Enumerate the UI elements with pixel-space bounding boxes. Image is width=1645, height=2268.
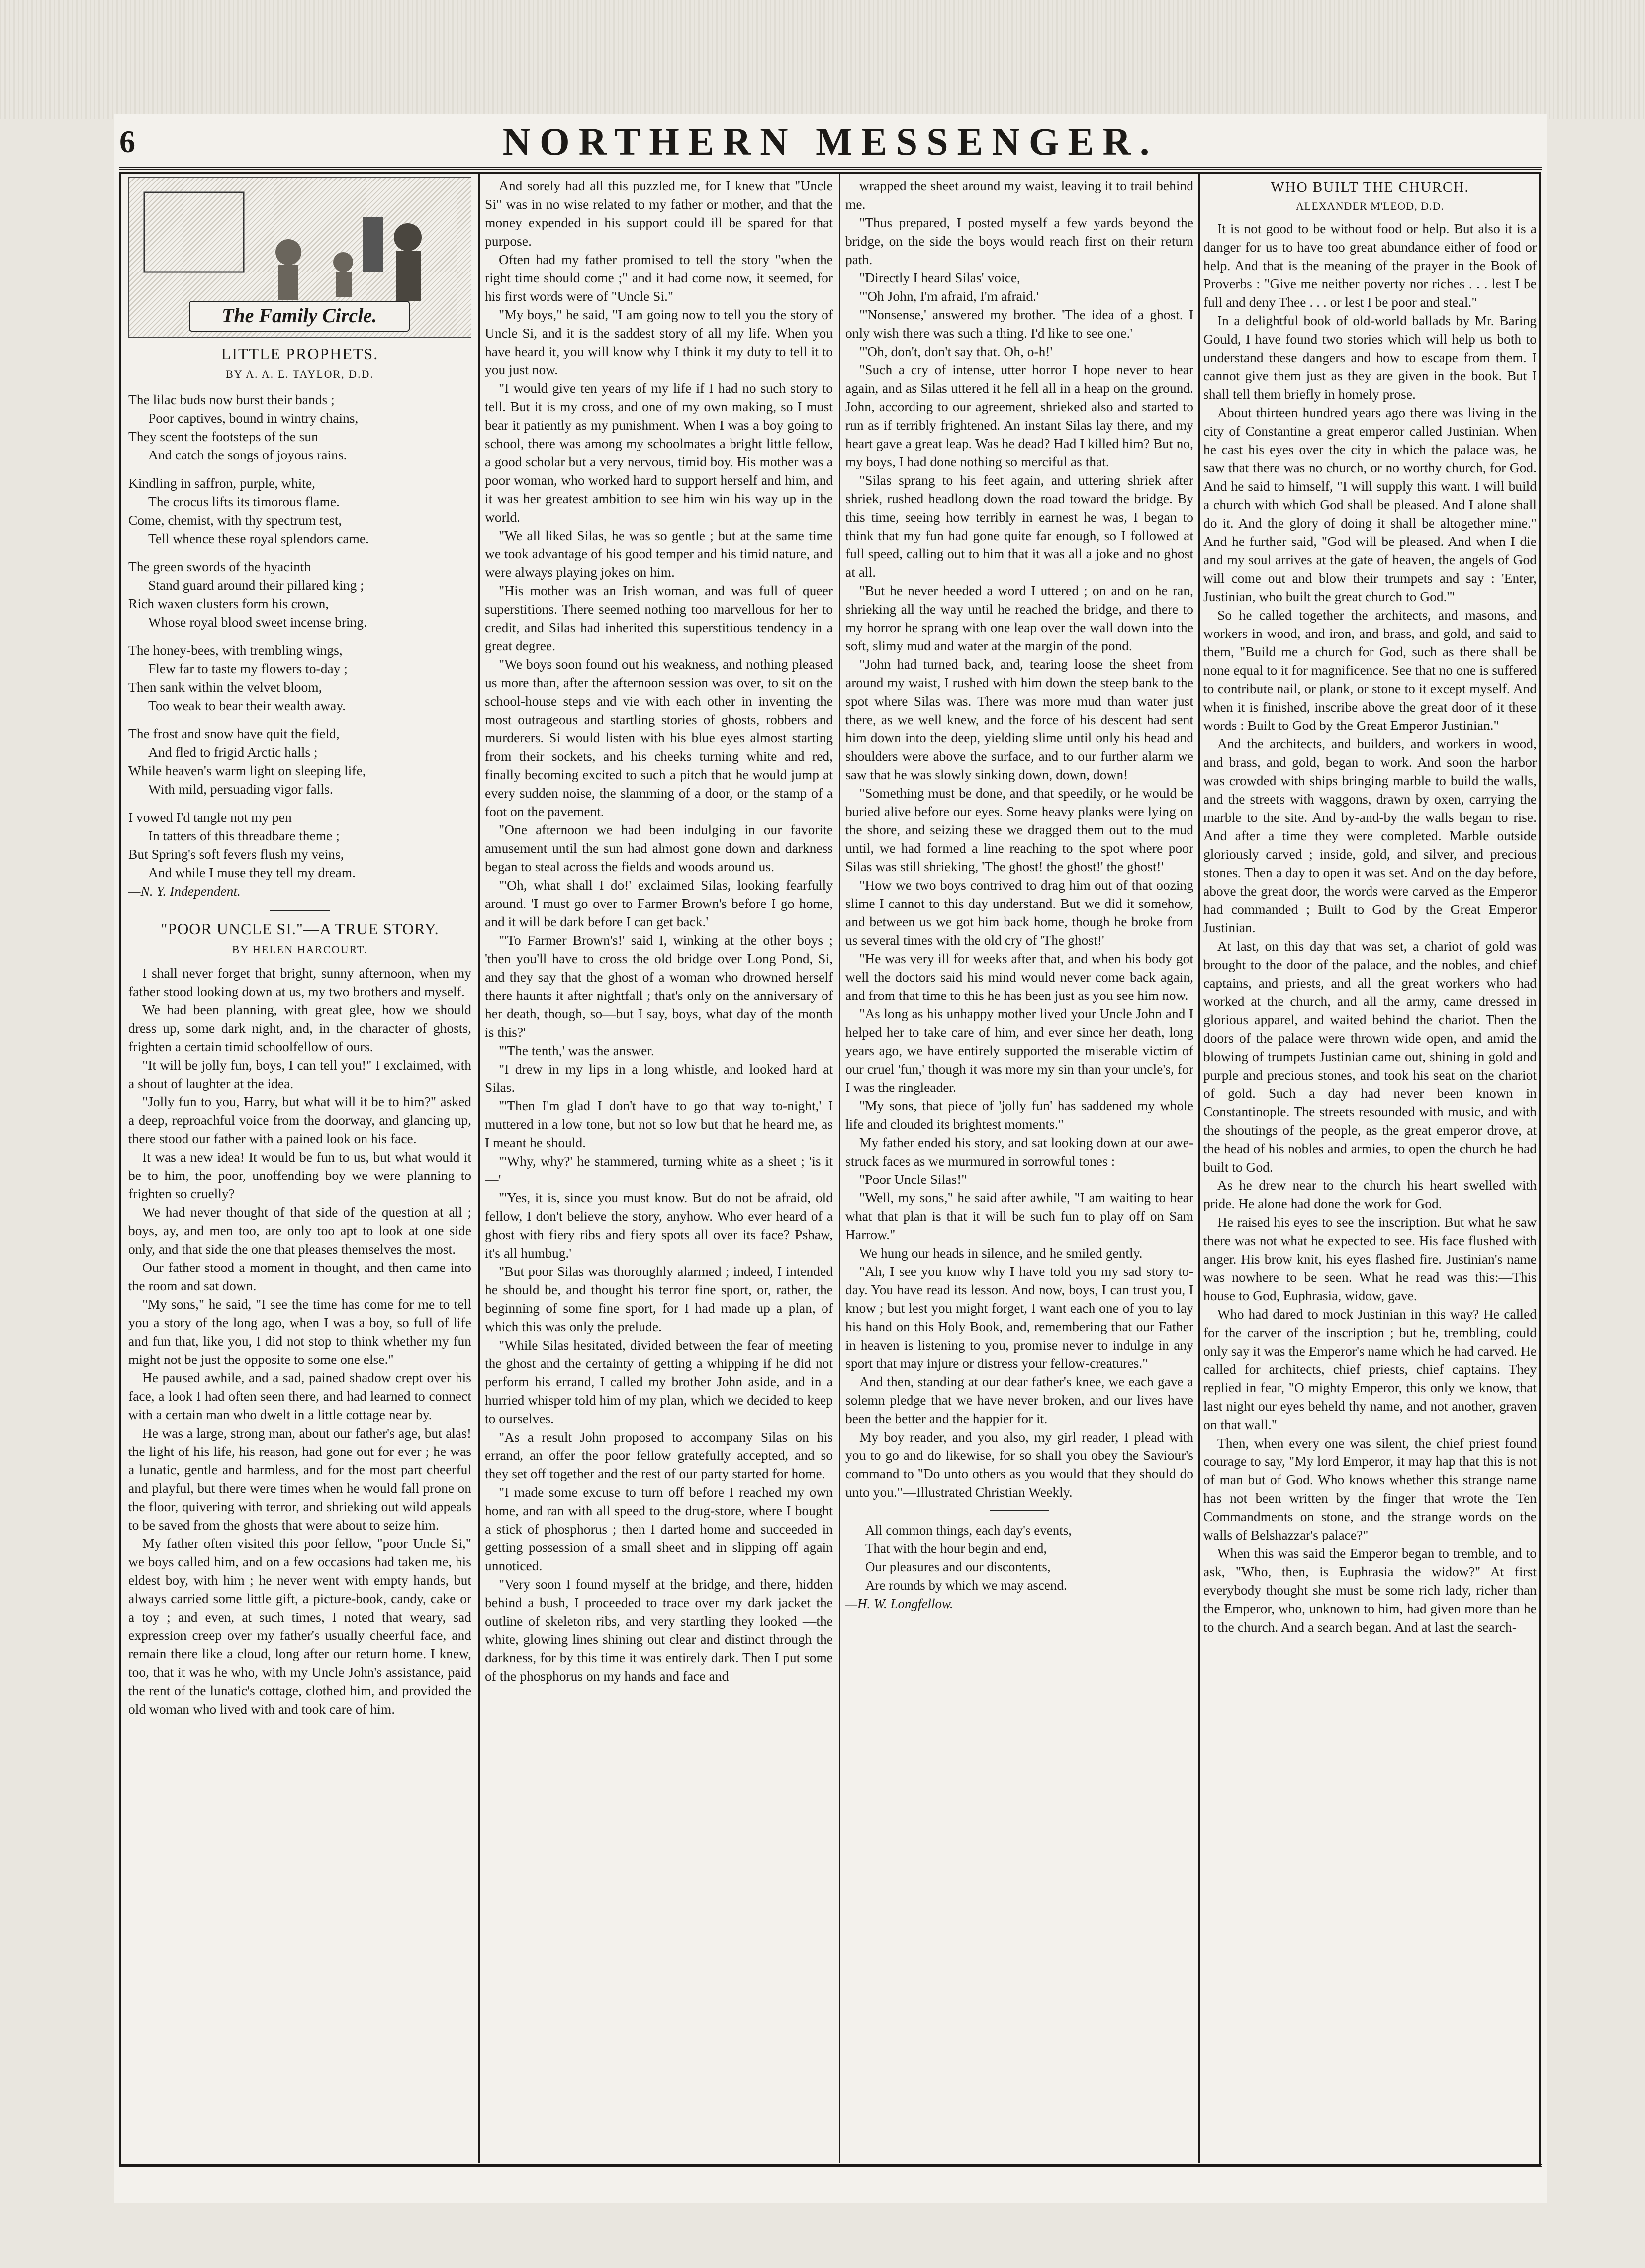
page-number: 6 [119, 124, 135, 159]
torn-page-edge [0, 0, 1645, 119]
poem-stanza [128, 474, 471, 547]
poem-line: Tell whence these royal splendors came. [148, 531, 369, 546]
paragraph: "'Oh John, I'm afraid, I'm afraid.' [859, 288, 1039, 304]
masthead-rule [119, 167, 1542, 170]
poem-line: Rich waxen clusters form his crown, [128, 596, 329, 611]
paragraph: wrapped the sheet around my waist, leaving it to trail behind me. [845, 178, 1193, 212]
section-separator [990, 1510, 1049, 1511]
section-separator [270, 910, 330, 911]
poem-line: But Spring's soft fevers flush my veins, [128, 846, 344, 862]
bottom-rule [119, 2164, 1542, 2167]
paragraph: And then, standing at our dear father's knee, we each gave a solemn pledge that we have never broken, and our lives have been the better and the happier for it. [845, 1374, 1193, 1426]
poem-line: Too weak to bear their wealth away. [148, 698, 346, 713]
poem-line: While heaven's warm light on sleeping life, [128, 763, 366, 778]
story-byline: BY HELEN HARCOURT. [232, 943, 368, 956]
poem-line: The honey-bees, with trembling wings, [128, 642, 343, 658]
paragraph: Then, when every one was silent, the chief priest found courage to say, "My lord Emperor, it may hap that this is not of man but of God. Who knows whether this strange name has not been written by the finger that wrote the Ten Commandments on stone, and the strange words on the walls of Belshazzar's palace?" [1203, 1435, 1537, 1542]
paragraph: "'Yes, it is, since you must know. But do not be afraid, old fellow, I don't believe the story, anyhow. Who ever heard of a ghost with fiery ribs and fiery spots all over its face? Pshaw, it's all humbug.' [485, 1190, 833, 1261]
paragraph: "Ah, I see you know why I have told you my sad story to-day. You have read its lesson. And now, boys, I can trust you, I know ; but lest you might forget, I want each one of you to lay his hand on this Holy Book, and, remembering that our Father in heaven is listening to you, promise never to indulge in any sport that may injure or distress your fellow-creatures." [845, 1264, 1193, 1371]
paragraph: I shall never forget that bright, sunny afternoon, when my father stood looking down at us, my two brothers and myself. [128, 965, 471, 999]
paragraph: It was a new idea! It would be fun to us, but what would it be to him, the poor, unoffending boy we were planning to frighten so cruelly? [128, 1149, 471, 1201]
poem-stanza [128, 641, 471, 715]
paragraph: "One afternoon we had been indulging in our favorite amusement until the sun had almost gone down and darkness began to steal across the fields and woods around us. [485, 822, 833, 874]
paragraph: "Something must be done, and that speedily, or he would be buried alive before our eyes. Some heavy planks were lying on the shore, and seizing these we dragged them out to the mud until, we had formed a line reaching to the spot where poor Silas was still shrieking, 'The ghost! the ghost!' the ghost!' [845, 785, 1193, 874]
poem-line: Flew far to taste my flowers to-day ; [148, 661, 348, 676]
poem-line: Then sank within the velvet bloom, [128, 679, 322, 695]
section-banner: The Family Circle. [189, 301, 410, 332]
poem-line: And while I muse they tell my dream. [148, 865, 356, 880]
poem-stanza [128, 557, 471, 631]
paragraph: At last, on this day that was set, a chariot of gold was brought to the door of the palace, and the nobles, and chief captains, and priests, and all the great workers who had worked at the church, and all the army, came dressed in glorious apparel, and waited behind the chariot. Then the doors of the palace were thrown wide open, and amid the blowing of trumpets Justinian came out, shining in gold and purple and precious stones, and took his seat on the chariot of gold. Such a day had never been known in Constantinople. The streets resounded with music, and with the shoutings of the people, as the great emperor drove, at the head of his nobles and armies, to open the church he had built to God. [1203, 938, 1537, 1175]
paragraph: "I would give ten years of my life if I had no such story to tell. But it is my cross, and one of my own making, so I must bear it patiently as my punishment. When I was a boy going to school, there was among my schoolmates a bright little fellow, a good scholar but a very nervous, timid boy. His mother was a poor woman, who worked hard to support herself and him, and it was her greatest ambition to see him win his way up in the world. [485, 380, 833, 525]
paragraph: And the architects, and builders, and workers in wood, and brass, and gold, began to work. And soon the harbor was crowded with ships bringing marble to build the walls, and the streets with waggons, drawn by oxen, carrying the marble to the site. And by-and-by the walls began to rise. And after a time they were completed. Marble outside gloriously carved ; inside, gold, and silver, and precious stones. Then a day to open it was set. And on the day before, above the great door, the words were carved as the Emperor had commanded ; Built to God by the Great Emperor Justinian. [1203, 736, 1537, 935]
paragraph: "It will be jolly fun, boys, I can tell you!" I exclaimed, with a shout of laughter at the idea. [128, 1057, 471, 1091]
paragraph: "My sons," he said, "I see the time has come for me to tell you a story of the long ago, when I was a boy, so full of life and fun that, like you, I did not stop to think whether my fun might not be just the opposite to some one else." [128, 1296, 471, 1367]
paragraph: We had been planning, with great glee, how we should dress up, some dark night, and, in the character of ghosts, frighten a certain timid schoolfellow of ours. [128, 1002, 471, 1054]
poem-line: The crocus lifts its timorous flame. [148, 494, 340, 509]
paragraph: "Very soon I found myself at the bridge, and there, hidden behind a bush, I proceeded to trace over my dark jacket the outline of skeleton ribs, and very startling they looked —the white, glowing lines shining out clear and distinct through the darkness, for by this time it was entirely dark. Then I put some of the phosphorus on my hands and face and [485, 1576, 833, 1684]
paragraph: "Well, my sons," he said after awhile, "I am waiting to hear what that plan is that it will be such fun to play off on Sam Harrow." [845, 1190, 1193, 1242]
column-4 [1203, 177, 1537, 2161]
poem-credit: —H. W. Longfellow. [845, 1596, 953, 1611]
paragraph: He raised his eyes to see the inscription. But what he saw there was not what he expected to see. His face flushed with anger. His brow knit, his eyes flashed fire. Justinian's name was nowhere to be seen. What he read was this:—This house to God, Euphrasia, widow, gave. [1203, 1214, 1537, 1303]
article-title: WHO BUILT THE CHURCH. [1271, 180, 1469, 195]
paragraph: In a delightful book of old-world ballads by Mr. Baring Gould, I have found two stories which will help us both to understand these dangers and how to escape from them. I cannot give them just as they are given in the book. But I shall tell them briefly in homely prose. [1203, 313, 1537, 402]
poem-line: Are rounds by which we may ascend. [865, 1578, 1067, 1593]
poem-line: Stand guard around their pillared king ; [148, 577, 364, 593]
poem-line: They scent the footsteps of the sun [128, 429, 318, 444]
paragraph: "'Oh, don't, don't say that. Oh, o-h!' [859, 344, 1053, 359]
poem-stanza [128, 808, 471, 900]
paragraph: We had never thought of that side of the question at all ; boys, ay, and men too, are only too apt to look at one side only, and that side the one that pleases themselves the most. [128, 1204, 471, 1257]
paragraph: My father often visited this poor fellow, "poor Uncle Si," we boys called him, and on a few occasions had taken me, his eldest boy, with him ; he never went with empty hands, but always carried some little gift, a picture-book, candy, cake or a toy ; and even, at such times, I noted that weary, sad expression creep over my father's usually cheerful face, and remain there like a cloud, long after our return home. I knew, too, that it was he who, with my Uncle John's assistance, paid the rent of the lunatic's cottage, clothed him, and provided the old woman who lived with and took care of him. [128, 1536, 471, 1717]
poem-credit: —N. Y. Independent. [128, 883, 241, 899]
column-1 [128, 177, 471, 2161]
paragraph: My boy reader, and you also, my girl reader, I plead with you to go and do likewise, for so shall you obey the Saviour's command to "Do unto others as you would that they should do unto you."—Illustrated Christian Weekly. [845, 1429, 1193, 1500]
paragraph: "'Then I'm glad I don't have to go that way to-night,' I muttered in a low tone, but not so low but that he heard me, as I meant he should. [485, 1098, 833, 1150]
paragraph: So he called together the architects, and masons, and workers in wood, and iron, and brass, and gold, and said to them, "Build me a church for God, such as there shall be none equal to it for magnificence. See that no one is suffered to contribute nail, or plank, or stone to it except myself. And when it is finished, inscribe above the great door of it these words : Built to God by the Great Emperor Justinian." [1203, 607, 1537, 733]
poem-line: And catch the songs of joyous rains. [148, 447, 347, 462]
paragraph: "'Nonsense,' answered my brother. 'The idea of a ghost. I only wish there was such a thing. I'd like to see one.' [845, 307, 1193, 341]
poem-byline: BY A. A. E. TAYLOR, D.D. [226, 368, 374, 380]
paragraph: "How we two boys contrived to drag him out of that oozing slime I cannot to this day understand. But we did it somehow, and between us we got him back home, though he broke from us several times with the old cry of 'The ghost!' [845, 877, 1193, 948]
paragraph: "I made some excuse to turn off before I reached my own home, and ran with all speed to the drug-store, where I bought a stick of phosphorus ; then I darted home and succeeded in getting possession of a small sheet and in slipping off again unnoticed. [485, 1484, 833, 1573]
paragraph: "We all liked Silas, he was so gentle ; but at the same time we took advantage of his good temper and his timid nature, and were always playing jokes on him. [485, 528, 833, 580]
story-body [128, 964, 471, 1718]
column-rule [839, 174, 840, 2163]
paragraph: "He was very ill for weeks after that, and when his body got well the doctors said his mind would never come back again, and from that time to this he has been just as you see him now. [845, 951, 1193, 1003]
poem-title: LITTLE PROPHETS. [221, 345, 379, 363]
paragraph: "Poor Uncle Silas!" [859, 1172, 967, 1187]
paragraph: "We boys soon found out his weakness, and nothing pleased us more than, after the afternoon session was over, to sit on the school-house steps and vie with each other in inventing the most outrageous and startling stories of ghosts, robbers and murderers. Si would listen with his blue eyes almost starting from their sockets, and his cheeks turning white and red, finally becoming excited to such a pitch that he would jump at every sudden noise, the slamming of a door, or the stamp of a foot on the pavement. [485, 656, 833, 819]
paragraph: Our father stood a moment in thought, and then came into the room and sat down. [128, 1260, 471, 1293]
column-rule [1198, 174, 1200, 2163]
paragraph: "While Silas hesitated, divided between the fear of meeting the ghost and the certainty of getting a whipping if he did not perform his errand, I called my brother John aside, and in a hurried whisper told him of my plan, which we decided to keep to ourselves. [485, 1337, 833, 1426]
paragraph: "As long as his unhappy mother lived your Uncle John and I helped her to take care of him, and ever since her death, long years ago, we have entirely supported the miserable victim of our cruel 'fun,' though it was more my sin than your uncle's, for I was the ringleader. [845, 1006, 1193, 1095]
poem-line: Kindling in saffron, purple, white, [128, 475, 316, 491]
article-byline: ALEXANDER M'LEOD, D.D. [1296, 200, 1444, 212]
paragraph: "My boys," he said, "I am going now to tell you the story of Uncle Si, and it is the saddest story of all my life. When you have heard it, you will know why I think it my duty to tell it to you just now. [485, 307, 833, 377]
column-3 [845, 177, 1193, 2161]
poem-line: Whose royal blood sweet incense bring. [148, 614, 367, 630]
poem-line: Poor captives, bound in wintry chains, [148, 410, 359, 426]
poem-line: I vowed I'd tangle not my pen [128, 810, 292, 825]
paragraph: "John had turned back, and, tearing loose the sheet from around my waist, I rushed with him down the steep bank to the spot where Silas was. There was more mud than water just there, as we well knew, and the force of his descent had sent him down into the deep, yielding slime until only his head and shoulders were above the surface, and to our further alarm we saw that he was slowly sinking down, down, down! [845, 656, 1193, 782]
paragraph: "His mother was an Irish woman, and was full of queer superstitions. There seemed nothing too marvellous for her to credit, and Silas had inherited this superstitious tendency in a great degree. [485, 583, 833, 653]
paragraph: "'Oh, what shall I do!' exclaimed Silas, looking fearfully around. 'I must go over to Farmer Brown's before I go home, and it will be dark before I can get back.' [485, 877, 833, 929]
poem-line: The frost and snow have quit the field, [128, 726, 340, 741]
paragraph: As he drew near to the church his heart swelled with pride. He alone had done the work for God. [1203, 1178, 1537, 1211]
poem-line: All common things, each day's events, [865, 1523, 1072, 1538]
poem-line: That with the hour begin and end, [865, 1541, 1047, 1556]
poem-line: And fled to frigid Arctic halls ; [148, 744, 318, 760]
poem-line: In tatters of this threadbare theme ; [148, 828, 340, 843]
poem-line: Our pleasures and our discontents, [865, 1559, 1051, 1574]
column-rule [478, 174, 480, 2163]
paragraph: We hung our heads in silence, and he smiled gently. [859, 1245, 1143, 1261]
publication-title: NORTHERN MESSENGER. [502, 120, 1159, 163]
paragraph: "'The tenth,' was the answer. [499, 1043, 654, 1058]
paragraph: Who had dared to mock Justinian in this way? He called for the carver of the inscription ; but he, trembling, could only say it was the Emperor's name which he had carved. He called for architects, chief priests, chief captains. They replied in fear, "O mighty Emperor, this only we know, that last night our eyes beheld thy name, and not another, graven on that wall." [1203, 1306, 1537, 1432]
masthead [119, 119, 1542, 164]
paragraph: "But he never heeded a word I uttered ; on and on he ran, shrieking all the way until he reached the bridge, and there to my horror he sprang with one leap over the wall down into the soft, slimy mud and water at the margin of the pond. [845, 583, 1193, 653]
paragraph: "Such a cry of intense, utter horror I hope never to hear again, and as Silas uttered it he fell all in a heap on the ground. John, according to our agreement, shrieked also and started to run as if terribly frightened. An instant Silas lay there, and my heart gave a great leap. Was he dead? Had I killed him? But no, my boys, I had done nothing so merciful as that. [845, 362, 1193, 469]
paragraph: When this was said the Emperor began to tremble, and to ask, "Who, then, is Euphrasia the widow?" At first everybody thought she must be some rich lady, richer than the Emperor, who, unknown to him, had given more than he to the church. And a search began. And at last the search- [1203, 1545, 1537, 1634]
column-2 [485, 177, 833, 2161]
paragraph: "Thus prepared, I posted myself a few yards beyond the bridge, on the side the boys would reach first on their return path. [845, 215, 1193, 267]
paragraph: "My sons, that piece of 'jolly fun' has saddened my whole life and clouded its brightest moments." [845, 1098, 1193, 1132]
paragraph: "Directly I heard Silas' voice, [859, 270, 1020, 285]
paragraph: "But poor Silas was thoroughly alarmed ; indeed, I intended he should be, and thought his terror fine sport, or, rather, the beginning of some fine sport, for I had made up a plan, of which this was only the prelude. [485, 1264, 833, 1334]
story-title: "POOR UNCLE SI."—A TRUE STORY. [161, 920, 439, 938]
paragraph: "I drew in my lips in a long whistle, and looked hard at Silas. [485, 1061, 833, 1095]
longfellow-poem [845, 1521, 1193, 1613]
paragraph: "'To Farmer Brown's!' said I, winking at the other boys ; 'then you'll have to cross the old bridge over Long Pond, Si, and they say that the ghost of a woman who drowned herself there haunts it after nightfall ; that's only on the anniversary of her death, though, so—but I say, boys, what day of the month is this?' [485, 932, 833, 1040]
poem-line: With mild, persuading vigor falls. [148, 781, 333, 797]
family-circle-engraving [128, 177, 471, 338]
paragraph: "'Why, why?' he stammered, turning white as a sheet ; 'is it—' [485, 1153, 833, 1187]
poem-stanza [128, 390, 471, 464]
poem-line: The green swords of the hyacinth [128, 559, 311, 574]
paragraph: My father ended his story, and sat looking down at our awe-struck faces as we murmured in sorrowful tones : [845, 1135, 1193, 1169]
paragraph: He paused awhile, and a sad, pained shadow crept over his face, a look I had often seen there, and had learned to connect with a certain man who dwelt in a little cottage near by. [128, 1370, 471, 1422]
paragraph: "Silas sprang to his feet again, and uttering shriek after shriek, rushed headlong down the road toward the bridge. By this time, seeing how terribly in earnest he was, I began to think that my fun had gone quite far enough, so I followed at full speed, calling out to him that it was all a joke and no ghost at all. [845, 472, 1193, 580]
paragraph: Often had my father promised to tell the story "when the right time should come ;" and it had come now, it seemed, for his first words were of "Uncle Si." [485, 252, 833, 304]
poem-line: The lilac buds now burst their bands ; [128, 392, 335, 407]
paragraph: "As a result John proposed to accompany Silas on his errand, an offer the poor fellow gratefully accepted, and so they set off together and the rest of our party started for home. [485, 1429, 833, 1481]
paragraph: He was a large, strong man, about our father's age, but alas! the light of his life, his reason, had gone out for ever ; he was a lunatic, gentle and harmless, and for the most part cheerful and playful, but there were times when he would fall prone on the floor, quivering with terror, and shrieking out wild appeals to be saved from the ghosts that were about to seize him. [128, 1425, 471, 1533]
poem-line: Come, chemist, with thy spectrum test, [128, 512, 342, 528]
poem-stanza [128, 725, 471, 798]
paragraph: It is not good to be without food or help. But also it is a danger for us to have too great abundance either of food or help. And that is the meaning of the prayer in the Book of Proverbs : "Give me neither poverty nor riches . . . lest I be full and deny Thee . . . or lest I be poor and steal." [1203, 221, 1537, 310]
paragraph: "Jolly fun to you, Harry, but what will it be to him?" asked a deep, reproachful voice from the doorway, and glancing up, there stood our father with a pained look on his face. [128, 1094, 471, 1146]
paragraph: And sorely had all this puzzled me, for I knew that "Uncle Si" was in no wise related to my father or mother, and that the money expended in his support could ill be spared for that purpose. [485, 178, 833, 249]
paragraph: About thirteen hundred years ago there was living in the city of Constantine a great emperor called Justinian. When he cast his eyes over the city in which the palace was, he saw that there was no church, or no worthy church, for God. And he said to himself, "I will supply this want. I will build a church with which God shall be pleased. And I alone shall do it. And the glory of doing it shall be altogether mine." And he further said, "God will be pleased. And when I die and my soul arrives at the gate of heaven, the angels of God will come out and blow their trumpets and say : 'Enter, Justinian, who built the great church to God.'" [1203, 405, 1537, 604]
